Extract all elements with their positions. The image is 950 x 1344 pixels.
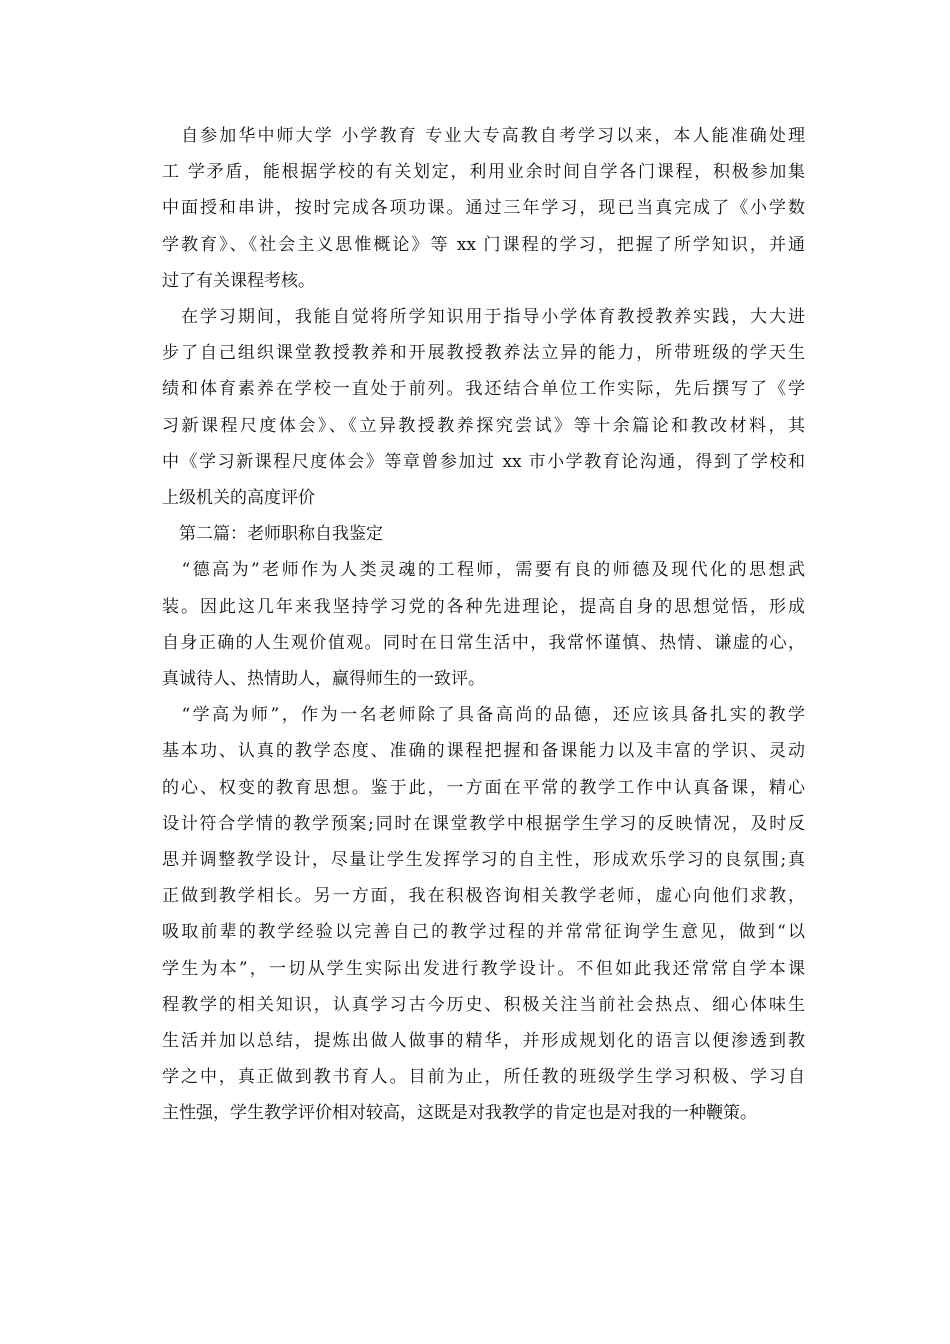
section-heading-text: 第二篇：老师职称自我鉴定 <box>162 524 383 545</box>
text-line: 上级机关的高度评价 <box>162 488 315 509</box>
text-line: 装。因此这几年来我坚持学习党的各种先进理论，提高自身的思想觉悟，形成 <box>162 596 805 617</box>
text-line: 学教育》、《社会主义思惟概论》等 xx 门课程的学习，把握了所学知识，并通 <box>162 234 805 255</box>
text-line: 过了有关课程考核。 <box>162 270 315 291</box>
text-line: 绩和体育素养在学校一直处于前列。我还结合单位工作实际，先后撰写了《学 <box>162 379 805 400</box>
text-line: 学生为本”，一切从学生实际出发进行教学设计。不但如此我还常常自学本课 <box>162 958 805 979</box>
text-line: “德高为”老师作为人类灵魂的工程师，需要有良的师德及现代化的思想武 <box>162 560 805 581</box>
text-line: 思并调整教学设计，尽量让学生发挥学习的自主性，形成欢乐学习的良氛围;真 <box>162 850 805 871</box>
text-line: 中面授和串讲，按时完成各项功课。通过三年学习，现已当真完成了《小学数 <box>162 198 805 219</box>
paragraph-teaching <box>145 697 805 1131</box>
paragraph-self-study <box>145 118 805 299</box>
text-line: 步了自己组织课堂教授教养和开展教授教养法立异的能力，所带班级的学天生 <box>162 343 805 364</box>
section-heading <box>145 516 805 552</box>
text-line: 正做到教学相长。另一方面，我在积极咨询相关教学老师，虚心向他们求教， <box>162 886 805 907</box>
text-line: 主性强，学生教学评价相对较高，这既是对我教学的肯定也是对我的一种鞭策。 <box>162 1103 757 1124</box>
text-line: 程教学的相关知识，认真学习古今历史、积极关注当前社会热点、细心体味生 <box>162 994 805 1015</box>
document-body <box>145 118 805 1132</box>
text-line: 设计符合学情的教学预案;同时在课堂教学中根据学生学习的反映情况，及时反 <box>162 813 805 834</box>
paragraph-virtue <box>145 552 805 697</box>
text-line: “学高为师”，作为一名老师除了具备高尚的品德，还应该具备扎实的教学 <box>162 705 805 726</box>
text-line: 自身正确的人生观价值观。同时在日常生活中，我常怀谨慎、热情、谦虚的心， <box>162 632 805 653</box>
text-line: 真诚待人、热情助人，赢得师生的一致评。 <box>162 669 485 690</box>
text-line: 吸取前辈的教学经验以完善自己的教学过程的并常常征询学生意见，做到“以 <box>162 922 805 943</box>
text-line: 习新课程尺度体会》、《立异教授教养探究尝试》等十余篇论和教改材料，其 <box>162 415 805 436</box>
text-line: 自参加华中师大学 小学教育 专业大专高教自考学习以来，本人能准确处理 <box>162 126 805 146</box>
paragraph-study-period <box>145 299 805 516</box>
text-line: 工 学矛盾，能根据学校的有关划定，利用业余时间自学各门课程，积极参加集 <box>162 162 805 183</box>
text-line: 在学习期间，我能自觉将所学知识用于指导小学体育教授教养实践，大大进 <box>162 307 805 328</box>
text-line: 生活并加以总结，提炼出做人做事的精华，并形成规划化的语言以便渗透到教 <box>162 1031 805 1052</box>
text-line: 的心、权变的教育思想。鉴于此，一方面在平常的教学工作中认真备课，精心 <box>162 777 805 798</box>
text-line: 中《学习新课程尺度体会》等章曾参加过 xx 市小学教育论沟通，得到了学校和 <box>162 451 805 472</box>
text-line: 学之中，真正做到教书育人。目前为止，所任教的班级学生学习积极、学习自 <box>162 1067 805 1088</box>
text-line: 基本功、认真的教学态度、准确的课程把握和备课能力以及丰富的学识、灵动 <box>162 741 805 762</box>
